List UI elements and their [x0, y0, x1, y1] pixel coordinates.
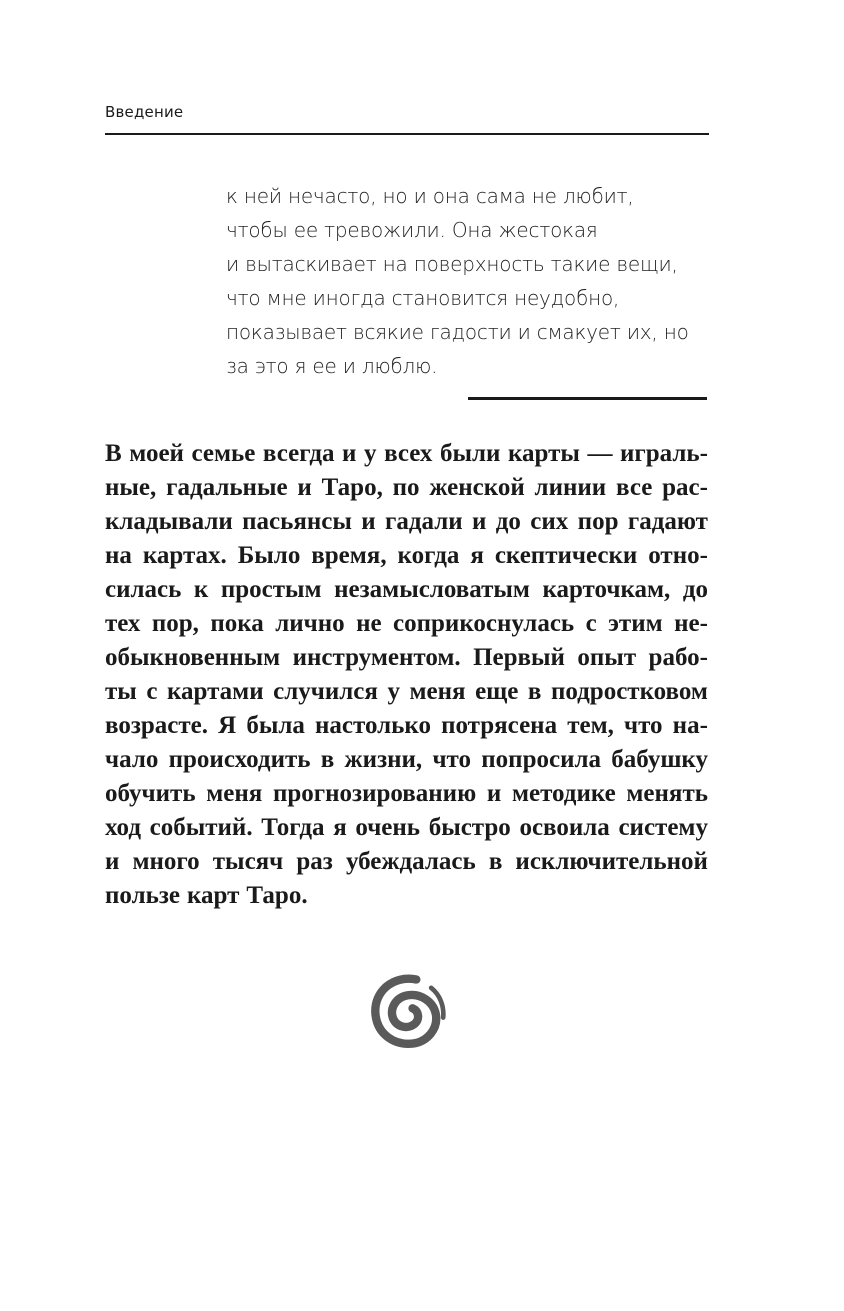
word: все — [616, 474, 653, 501]
word: — — [587, 440, 613, 467]
word: пока — [210, 610, 264, 637]
word: Таро. — [246, 882, 308, 909]
body-line — [105, 743, 708, 777]
word: Тогда — [261, 814, 325, 841]
word: простым — [220, 576, 322, 603]
word: пор — [577, 508, 619, 535]
body-line — [105, 505, 708, 539]
word: Таро, — [321, 474, 383, 501]
body-line — [105, 437, 708, 471]
word: и — [297, 474, 312, 501]
word: моей — [129, 440, 184, 467]
word: быстро — [428, 814, 511, 841]
word: Я — [218, 712, 237, 739]
word: еще — [475, 678, 519, 705]
epigraph-quote — [226, 179, 706, 383]
quote-end-rule — [468, 397, 707, 400]
word: систему — [618, 814, 708, 841]
body-line — [105, 573, 708, 607]
word: гадают — [627, 508, 708, 535]
word: что — [623, 712, 663, 739]
body-line — [105, 777, 708, 811]
word: была — [246, 712, 305, 739]
body-line — [105, 879, 708, 913]
word: обучить — [105, 780, 196, 807]
word: Было — [237, 542, 301, 569]
word: убеждалась — [345, 848, 476, 875]
word: жизни, — [344, 746, 423, 773]
body-line — [105, 607, 708, 641]
word: событий. — [149, 814, 253, 841]
word: В — [105, 440, 122, 467]
word: женской — [429, 474, 525, 501]
word: до — [682, 576, 708, 603]
word: пользе — [105, 882, 180, 909]
word: с — [585, 610, 597, 637]
word: очень — [355, 814, 421, 841]
word: много — [132, 848, 200, 875]
spiral-ornament-icon — [368, 970, 446, 1054]
word: бабушку — [611, 746, 708, 773]
word: картами — [166, 678, 264, 705]
word: были — [439, 440, 501, 467]
word: отно- — [648, 542, 708, 569]
word: карт — [186, 882, 240, 909]
word: по — [392, 474, 420, 501]
word: линии — [534, 474, 607, 501]
word: я — [333, 814, 347, 841]
body-line — [105, 811, 708, 845]
body-line — [105, 539, 708, 573]
word: и — [472, 508, 487, 535]
quote-line: к ней нечасто, но и она сама не любит, — [226, 184, 634, 208]
word: время, — [311, 542, 387, 569]
word: у — [387, 678, 400, 705]
word: ход — [105, 814, 141, 841]
word: рабо- — [648, 644, 708, 671]
body-line — [105, 471, 708, 505]
word: всегда — [262, 440, 335, 467]
word: тысяч — [212, 848, 284, 875]
word: возрасте. — [105, 712, 209, 739]
word: ты — [105, 678, 137, 705]
word: менять — [626, 780, 708, 807]
word: и — [361, 508, 376, 535]
body-line — [105, 845, 708, 879]
word: с — [146, 678, 158, 705]
word: карточкам, — [542, 576, 671, 603]
word: в — [320, 746, 335, 773]
word: кладывали — [105, 508, 233, 535]
word: играль- — [620, 440, 708, 467]
quote-line: чтобы ее тревожили. Она жестокая — [226, 218, 598, 242]
word: я — [470, 542, 484, 569]
word: чало — [105, 746, 159, 773]
word: ные, — [105, 474, 157, 501]
word: семье — [191, 440, 256, 467]
word: всех — [384, 440, 433, 467]
word: гадали — [385, 508, 463, 535]
header-rule — [105, 133, 709, 135]
word: что — [432, 746, 471, 773]
word: на- — [672, 712, 708, 739]
running-head-title: Введение — [105, 103, 184, 121]
word: гадальные — [166, 474, 288, 501]
word: меня — [206, 780, 263, 807]
word: карты — [507, 440, 580, 467]
word: сих — [530, 508, 569, 535]
word: у — [364, 440, 377, 467]
word: на — [105, 542, 132, 569]
word: незамысловатым — [334, 576, 530, 603]
word: опыт — [577, 644, 637, 671]
word: и — [486, 780, 502, 807]
word: до — [495, 508, 521, 535]
word: происходить — [168, 746, 311, 773]
word: случился — [273, 678, 378, 705]
body-line — [105, 675, 708, 709]
word: обыкновенным — [105, 644, 281, 671]
word: исключительной — [515, 848, 708, 875]
word: и — [105, 848, 120, 875]
word: лично — [275, 610, 345, 637]
word: потрясена — [441, 712, 558, 739]
word: рас- — [662, 474, 708, 501]
word: раз — [296, 848, 333, 875]
word: в — [488, 848, 503, 875]
word: соприкоснулась — [393, 610, 575, 637]
word: методике — [511, 780, 616, 807]
word: не — [356, 610, 382, 637]
word: когда — [397, 542, 460, 569]
quote-line: показывает всякие гадости и смакует их, но — [226, 320, 689, 344]
quote-line: за это я ее и люблю. — [226, 354, 438, 378]
word: силась — [105, 576, 182, 603]
word: картах. — [142, 542, 227, 569]
quote-line: что мне иногда становится неудобно, — [226, 286, 620, 310]
word: в — [527, 678, 542, 705]
quote-line: и вытаскивает на поверхность такие вещи, — [226, 252, 678, 276]
word: инструментом. — [292, 644, 461, 671]
word: и — [342, 440, 357, 467]
word: настолько — [315, 712, 431, 739]
word: пасьянсы — [242, 508, 352, 535]
word: к — [193, 576, 209, 603]
word: тем, — [567, 712, 614, 739]
body-paragraph — [105, 437, 708, 913]
word: Первый — [473, 644, 565, 671]
word: прогнозированию — [272, 780, 477, 807]
word: попросила — [481, 746, 602, 773]
word: скептически — [494, 542, 638, 569]
body-line — [105, 709, 708, 743]
word: пор, — [151, 610, 199, 637]
word: этим — [608, 610, 663, 637]
word: тех — [105, 610, 141, 637]
word: освоила — [519, 814, 610, 841]
word: меня — [409, 678, 466, 705]
word: не- — [674, 610, 708, 637]
word: подростковом — [550, 678, 708, 705]
body-line — [105, 641, 708, 675]
